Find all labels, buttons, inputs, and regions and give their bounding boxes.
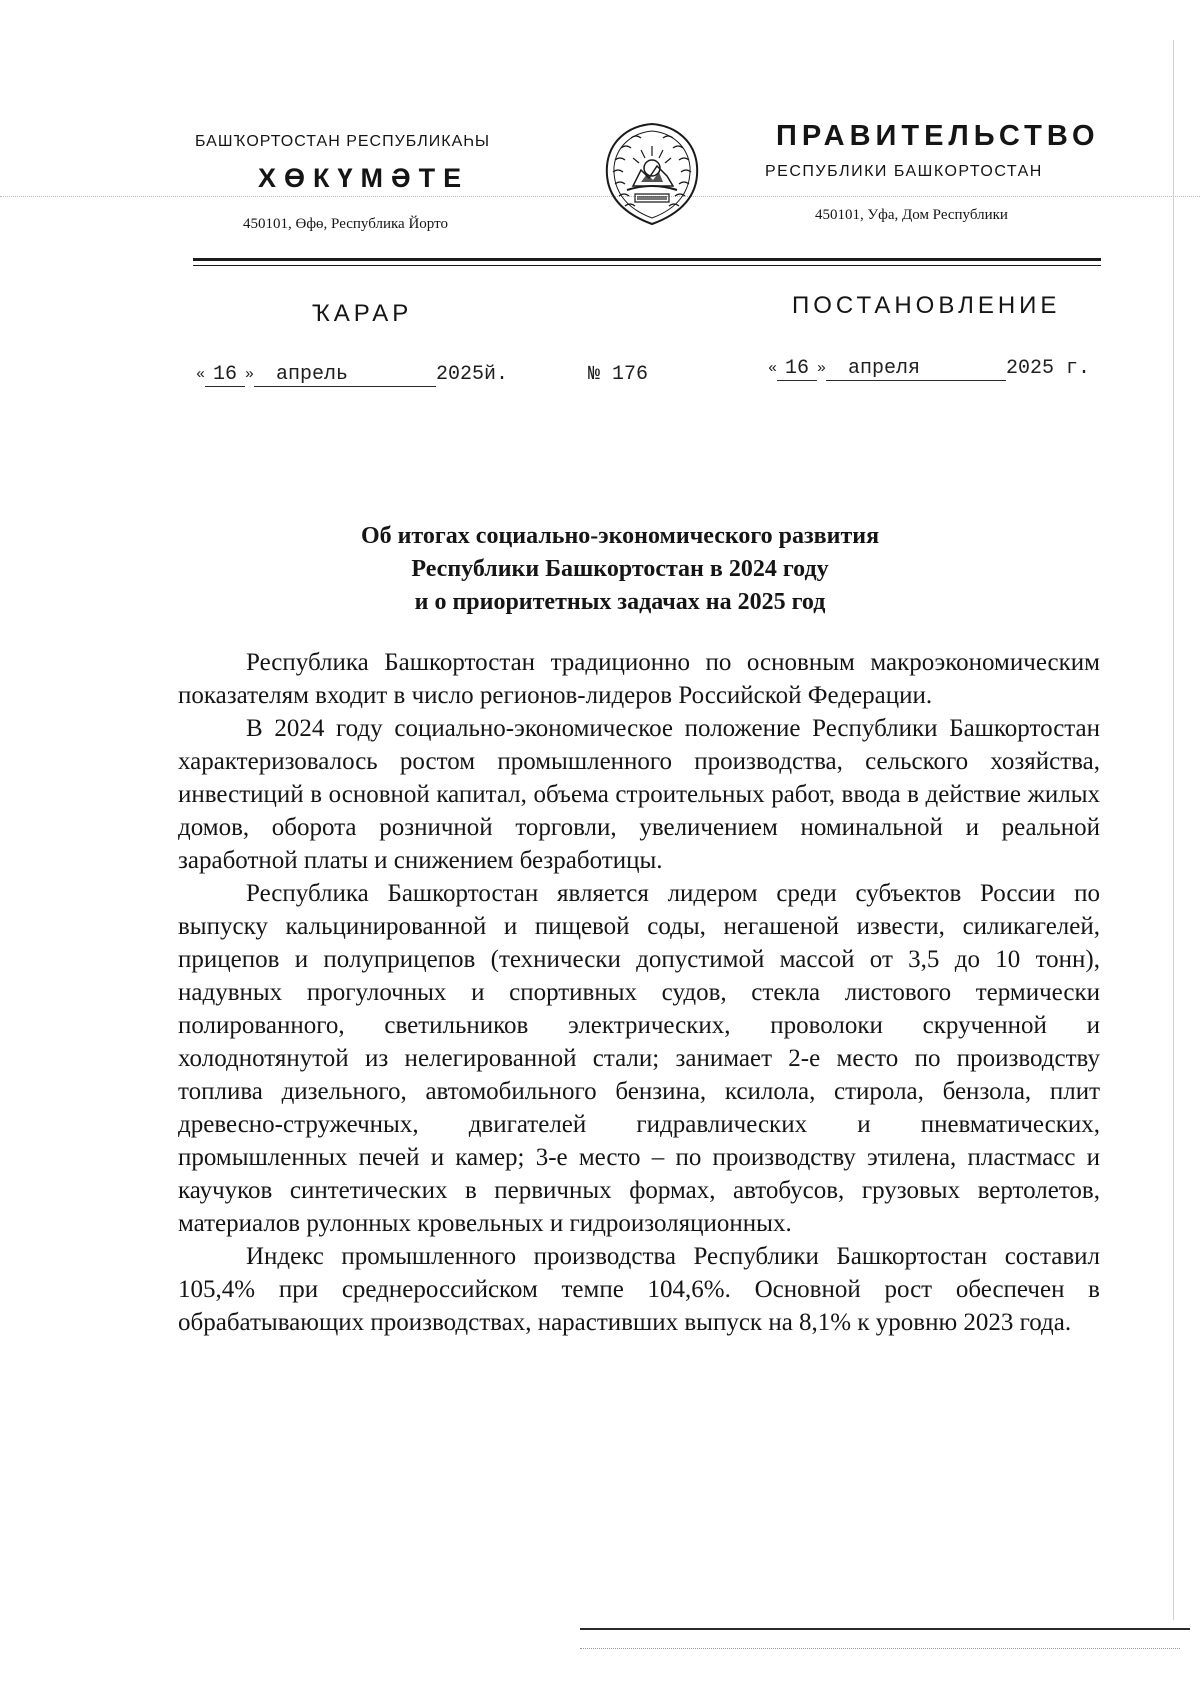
document-title-line-3: и о приоритетных задачах на 2025 год (414, 589, 826, 615)
document-kind-bashkir: ҠАРАР (312, 300, 413, 327)
body-paragraph-3: Республика Башкортостан является лидером среди субъектов России по выпуску кальцинированной и пищевой соды, негашеной извести, силикагелей, прицепов и полуприцепов (технически допустимой массой от 3,5 до 10 тонн), надувных прогулочных и спортивных судов, стекла листового термически полированного, светильников электрических, проволоки скрученной и холоднотянутой из нелегированной стали; занимает 2-е место по производству топлива дизельного, автомобильного бензина, ксилола, стирола, бензола, плит древесно-стружечных, двигателей гидравлических и пневматических, промышленных печей и камер; 3-е место – по производству этилена, пластмасс и каучуков синтетических в первичных формах, автобусов, грузовых вертолетов, материалов рулонных кровельных и гидроизоляционных. (178, 880, 1100, 1237)
date-bashkir-open-quote: « (196, 366, 206, 383)
date-bashkir-year: 2025й. (436, 363, 509, 386)
header-russian-republic: РЕСПУБЛИКИ БАШКОРТОСТАН (765, 163, 1043, 180)
date-russian-open-quote: « (768, 360, 778, 377)
scan-edge-top (0, 196, 1200, 197)
document-number: № 176 (588, 363, 649, 386)
date-bashkir-day: 16 (205, 364, 245, 387)
scan-edge-bottom (580, 1628, 1190, 1630)
date-bashkir (196, 363, 508, 387)
body-paragraph-4: Индекс промышленного производства Республики Башкортостан составил 105,4% при среднероссийском темпе 104,6%. Основной рост обеспечен в обрабатывающих производствах, нарастивших выпуск на 8,1% к уровню 2023 года. (178, 1243, 1100, 1336)
date-russian (768, 357, 1090, 381)
body-paragraph-2: В 2024 году социально-экономическое положение Республики Башкортостан характеризовалось ростом промышленного производства, сельского хозяйства, инвестиций в основной капитал, объема строительных работ, ввода в действие жилых домов, оборота розничной торговли, увеличением номинальной и реальной заработной платы и снижением безработицы. (178, 715, 1100, 874)
date-bashkir-close-quote: » (245, 366, 255, 383)
header-bashkir-republic: БАШҠОРТОСТАН РЕСПУБЛИКАҺЫ (195, 133, 491, 150)
date-russian-year: 2025 г. (1006, 357, 1091, 380)
coat-of-arms-emblem-icon (601, 120, 703, 228)
body-paragraph-1: Республика Башкортостан традиционно по основным макроэкономическим показателям входит в число регионов-лидеров Российской Федерации. (178, 649, 1100, 709)
document-title-line-2: Республики Башкортостан в 2024 году (411, 556, 829, 582)
header-divider-thick (193, 258, 1101, 261)
document-title (160, 520, 1080, 619)
document-body (178, 646, 1100, 1339)
document-kind-russian: ПОСТАНОВЛЕНИЕ (792, 292, 1061, 319)
date-russian-month: апреля (826, 358, 1006, 381)
document-title-line-1: Об итогах социально-экономического развития (360, 523, 880, 549)
header-russian-government: ПРАВИТЕЛЬСТВО (776, 120, 1100, 152)
header-russian-address: 450101, Уфа, Дом Республики (815, 207, 1008, 223)
date-bashkir-month: апрель (254, 364, 436, 387)
date-russian-day: 16 (777, 358, 817, 381)
date-russian-close-quote: » (817, 360, 827, 377)
header-divider-thin (193, 265, 1101, 266)
scan-edge-bottom-dotted (580, 1648, 1180, 1649)
header-bashkir-address: 450101, Өфө, Республика Йорто (243, 216, 448, 232)
header-bashkir-government: ХӨКҮМӘТЕ (258, 163, 470, 193)
scan-edge-right (1173, 40, 1174, 1620)
